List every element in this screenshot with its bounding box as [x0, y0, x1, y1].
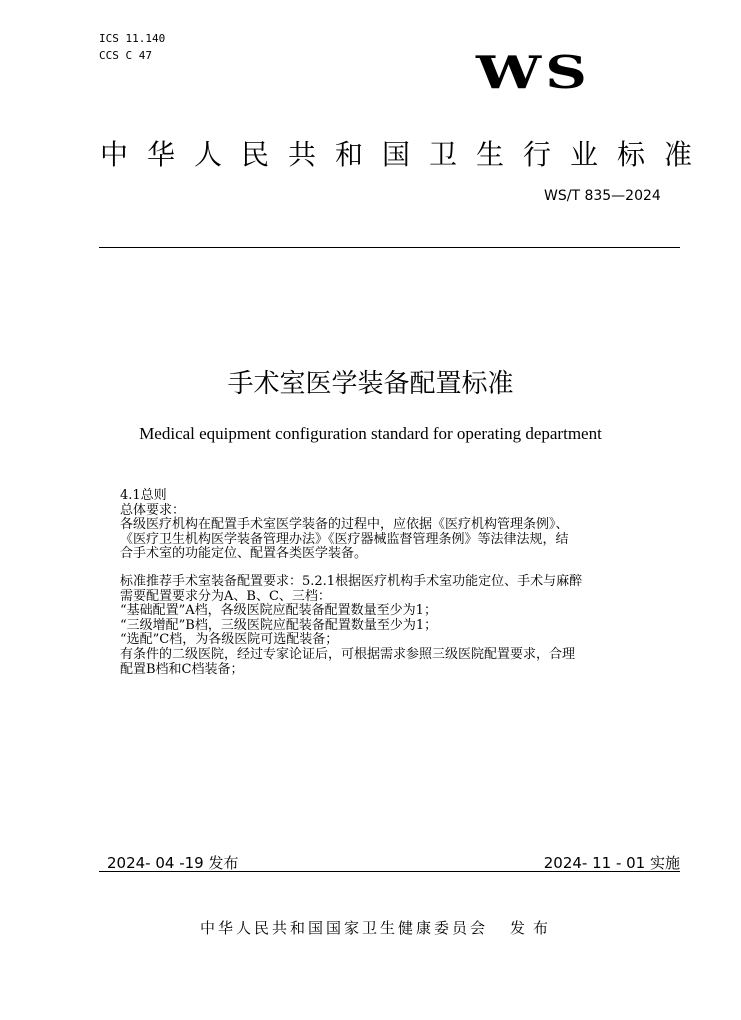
body-line: 各级医疗机构在配置手术室医学装备的过程中，应依据《医疗机构管理条例》、 [120, 517, 569, 533]
body-line: “三级增配”B档，三级医院应配装备配置数量至少为1； [120, 617, 438, 633]
standard-number: WS/T 835—2024 [544, 188, 661, 204]
body-line: 4.1总则 [120, 488, 167, 503]
body-line: 《医疗卫生机构医学装备管理办法》《医疗器械监督管理条例》等法律法规，结 [120, 531, 569, 547]
publish-label: 发布 [510, 919, 557, 937]
issuing-authority [200, 917, 556, 938]
body-line: 总体要求： [120, 502, 186, 518]
ccs-code: CCS C 47 [99, 49, 152, 62]
document-title-english: Medical equipment configuration standard for operating department [139, 424, 602, 443]
issue-date: 2024- 04 -19 发布 [107, 854, 239, 872]
classification-codes [99, 30, 165, 64]
body-line: 有条件的二级医院，经过专家论证后，可根据需求参照三级医院配置要求，合理 [120, 646, 576, 662]
bottom-divider [99, 871, 680, 872]
standard-category-heading: 中华人民共和国卫生行业标准 [100, 138, 712, 171]
implementation-date: 2024- 11 - 01 实施 [543, 854, 680, 872]
body-line: 合手术室的功能定位、配置各类医学装备。 [120, 546, 368, 562]
body-line: 配置B档和C档装备； [120, 661, 244, 677]
body-line: 需要配置要求分为A、B、C、三档： [120, 588, 331, 604]
body-line: “基础配置”A档，各级医院应配装备配置数量至少为1； [120, 603, 437, 619]
body-line: “选配”C档，为各级医院可选配装备； [120, 632, 339, 648]
issuer-name: 中华人民共和国国家卫生健康委员会 [200, 919, 489, 937]
ics-code: ICS 11.140 [99, 32, 166, 45]
ws-logo: WS [476, 46, 592, 100]
body-line: 标准推荐手术室装备配置要求：5.2.1根据医疗机构手术室功能定位、手术与麻醉 [120, 573, 583, 589]
document-title-chinese: 手术室医学装备配置标准 [227, 369, 514, 399]
top-divider [99, 247, 680, 248]
body-text [120, 489, 670, 677]
